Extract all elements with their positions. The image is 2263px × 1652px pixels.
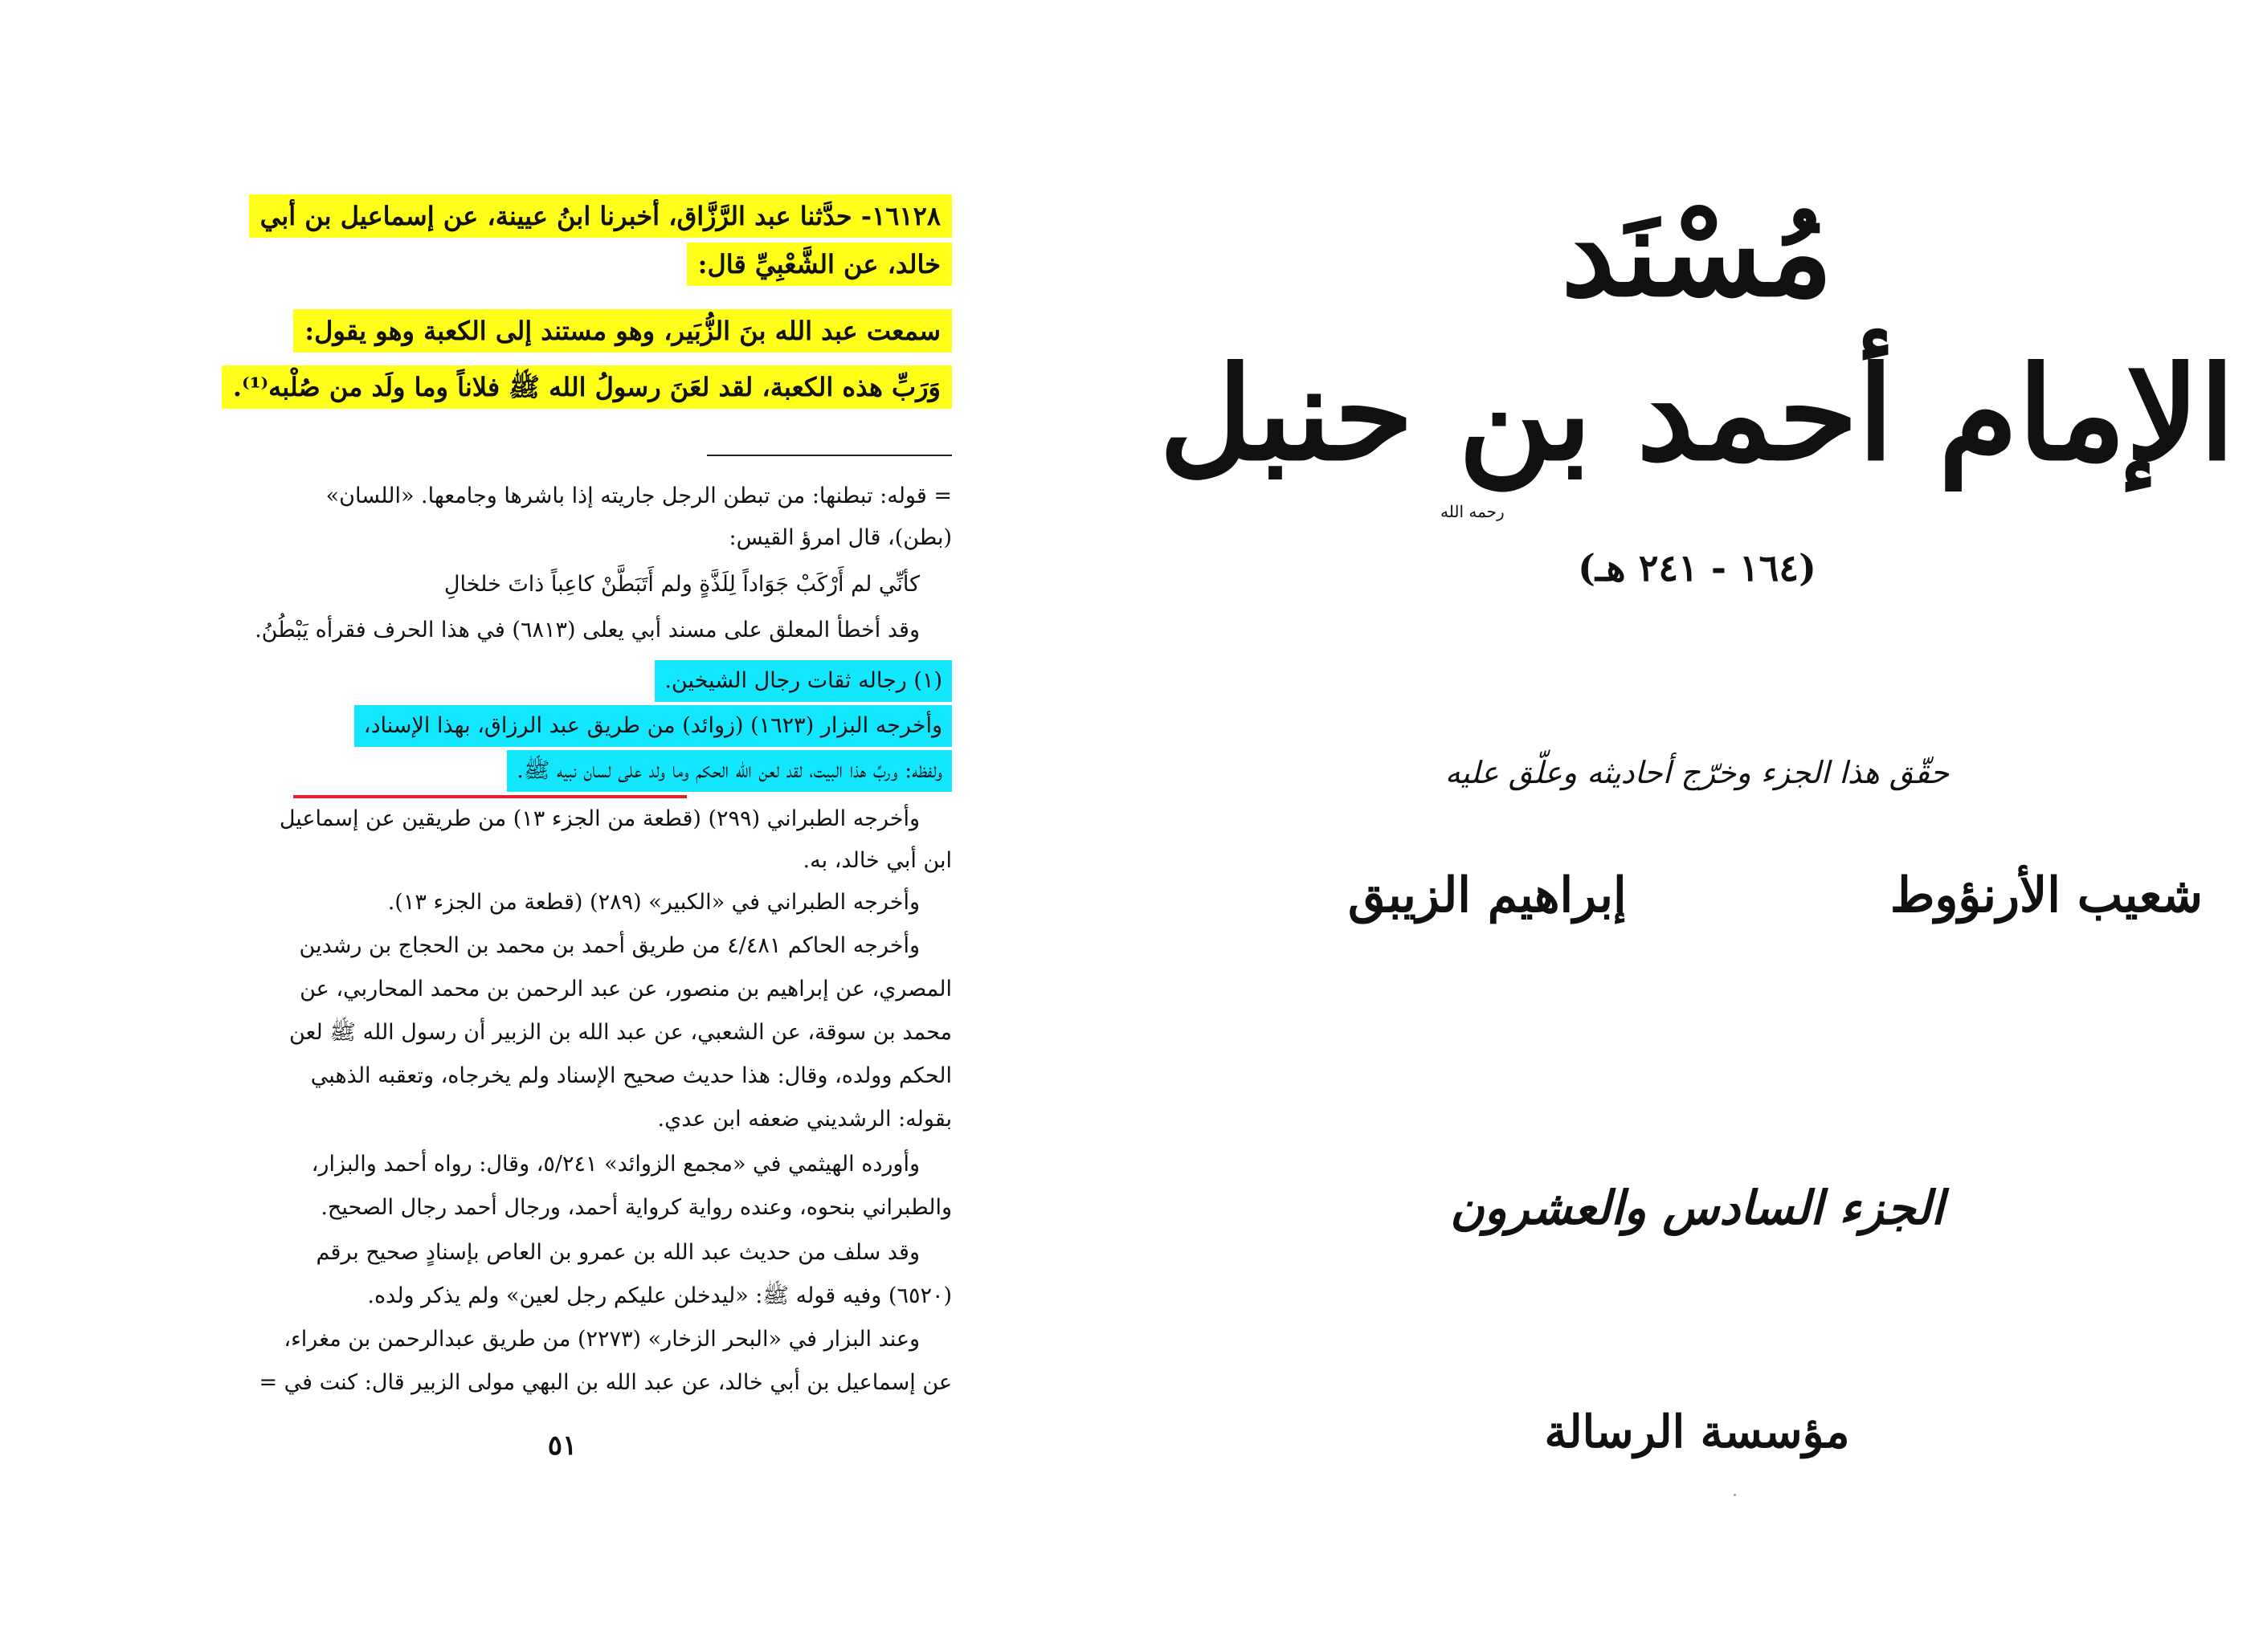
footnote-line: وقد سلف من حديث عبد الله بن عمرو بن العاص بإسنادٍ صحيح برقم: [316, 1240, 920, 1265]
footnote-line: ولفظه: وربِّ هذا البيت، لقد لعن الله الحكم وما ولد على لسان نبيه ﷺ.: [507, 750, 952, 792]
footnote-line: ابن أبي خالد، به.: [803, 848, 952, 873]
footnote-line: وأخرجه الحاكم ٤/٤٨١ من طريق أحمد بن محمد بن الحجاج بن رشدين: [299, 933, 920, 958]
publisher: مؤسسة الرسالة: [1544, 1405, 1850, 1458]
footnote-line: وأخرجه البزار (١٦٢٣) (زوائد) من طريق عبد الرزاق، بهذا الإسناد،: [354, 705, 952, 747]
dates: (١٦٤ - ٢٤١ هـ): [1578, 546, 1816, 589]
editor-credit: حقّق هذا الجزء وخرّج أحاديثه وعلّق عليه: [1444, 755, 1950, 790]
book-title: مُسْنَد: [1561, 182, 1833, 324]
footnote-line: وقد أخطأ المعلق على مسند أبي يعلى (٦٨١٣) في هذا الحرف فقرأه يَبْطُنُ.: [255, 618, 920, 642]
left-page: [0, 0, 1131, 1652]
footnote-line: محمد بن سوقة، عن الشعبي، عن عبد الله بن الزبير أن رسول الله ﷺ لعن: [288, 1020, 952, 1045]
stray-dot: [1734, 1494, 1736, 1496]
editor-name: إبراهيم الزيبق: [1348, 867, 1627, 924]
hadith-line-2: خالد، عن الشَّعْبِيِّ قال:: [687, 243, 952, 286]
book-subtitle: الإمام أحمد بن حنبل: [1158, 338, 2236, 489]
hadith-block: [189, 0, 952, 450]
footnote-line: الحكم وولده، وقال: هذا حديث صحيح الإسناد ولم يخرجاه، وتعقبه الذهبي: [310, 1063, 952, 1088]
footnote-line: عن إسماعيل بن أبي خالد، عن عبد الله بن البهي مولى الزبير قال: كنت في =: [259, 1370, 952, 1395]
footnote-line: المصري، عن إبراهيم بن منصور، عن عبد الرحمن بن محمد المحاربي، عن: [300, 977, 952, 1001]
footnote-line: (٦٥٢٠) وفيه قوله ﷺ: «ليدخلن عليكم رجل لعين» ولم يذكر ولده.: [367, 1283, 952, 1308]
highlighted-footnote: [181, 660, 952, 795]
page-number: ٥١: [547, 1430, 578, 1462]
footnote-line: (بطن)، قال امرؤ القيس:: [729, 525, 952, 550]
honorific: رحمه الله: [1440, 502, 1505, 521]
hadith-line-1: ١٦١٢٨- حدَّثنا عبد الرَّزَّاق، أخبرنا ابنُ عيينة، عن إسماعيل بن أبي: [249, 194, 952, 238]
footnote-line: وأخرجه الطبراني في «الكبير» (٢٨٩) (قطعة من الجزء ١٣).: [387, 890, 920, 915]
footnote-line: وعند البزار في «البحر الزخار» (٢٢٧٣) من طريق عبدالرحمن بن مغراء،: [284, 1327, 920, 1352]
footnote-line: وأورده الهيثمي في «مجمع الزوائد» ٥/٢٤١، وقال: رواه أحمد والبزار،: [311, 1152, 920, 1177]
footnote-line: = قوله: تبطنها: من تبطن الرجل جاريته إذا باشرها وجامعها. «اللسان»: [325, 483, 952, 508]
hadith-line-3: سمعت عبد الله بنَ الزُّبَير، وهو مستند إلى الكعبة وهو يقول:: [293, 309, 952, 353]
poetry-line: كأنِّي لم أَرْكَبْ جَوَاداً لِلَذَّةٍ ولم أَتَبَطَّنْ كاعِباً ذاتَ خلخالِ: [443, 572, 920, 597]
title-page: [1131, 0, 2263, 1652]
volume-label: الجزء السادس والعشرون: [1450, 1181, 1944, 1235]
footnote-line: بقوله: الرشديني ضعفه ابن عدي.: [657, 1107, 952, 1132]
footnote-separator: [707, 455, 952, 456]
footnote-line: (١) رجاله ثقات رجال الشيخين.: [655, 660, 952, 702]
editor-name: شعيب الأرنؤوط: [1889, 867, 2203, 924]
footnote-line: والطبراني بنحوه، وعنده رواية كرواية أحمد، ورجال أحمد رجال الصحيح.: [321, 1195, 952, 1220]
red-underline: [293, 795, 687, 798]
hadith-line-4: وَرَبِّ هذه الكعبة، لقد لعَنَ رسولُ الله ﷺ فلاناً وما ولَد من صُلْبه⁽¹⁾.: [222, 365, 952, 409]
footnote-line: وأخرجه الطبراني (٢٩٩) (قطعة من الجزء ١٣) من طريقين عن إسماعيل: [279, 806, 920, 831]
